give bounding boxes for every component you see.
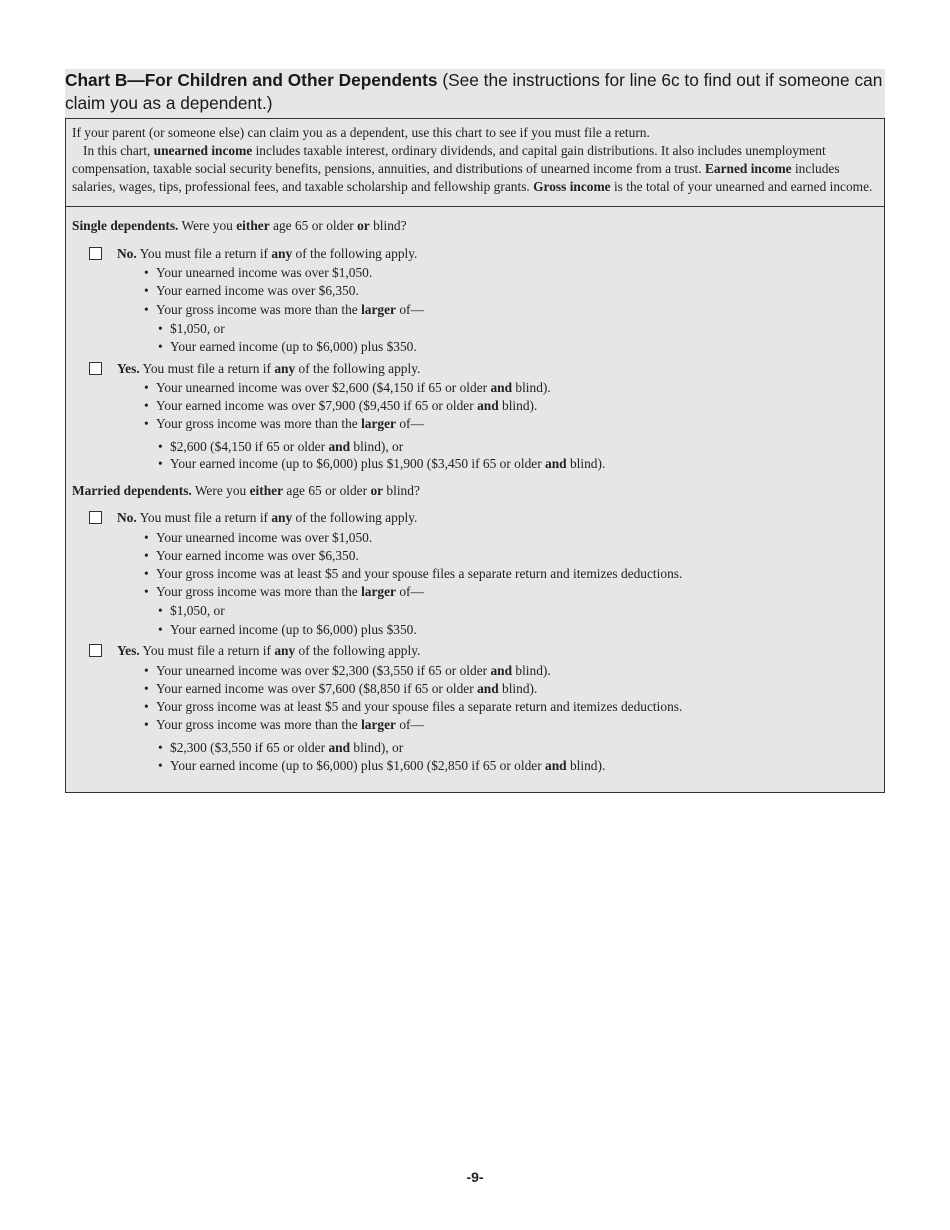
sub-list-item: [170, 758, 605, 774]
chart-title: [65, 69, 885, 118]
term-unearned-income: unearned income: [153, 143, 253, 158]
item-text: Your earned income (up to $6,000) plus $1,600 ($2,850 if 65 or older: [170, 758, 546, 773]
item-emph: and: [545, 758, 567, 773]
option-label: No.: [117, 510, 137, 525]
item-text: blind).: [498, 681, 538, 696]
item-emph: and: [490, 380, 513, 395]
chart-b-box: [65, 118, 885, 793]
option-emph: any: [274, 361, 296, 376]
option-label: Yes.: [117, 643, 140, 658]
married-dependents-heading: [72, 483, 420, 499]
item-text: blind).: [566, 758, 606, 773]
list-item: [156, 398, 537, 414]
intro-text: includes salaries, wages, tips, professional fees, and taxable scholarship and fellowship grants.: [72, 161, 840, 194]
heading-emph: or: [370, 483, 384, 498]
chart-title-rest: (See the instructions for line 6c to find out if someone can claim you as a dependent.): [65, 70, 883, 113]
heading-text: Were you: [191, 483, 250, 498]
sub-list-item: • Your earned income (up to $6,000) plus $350.: [170, 339, 417, 355]
heading-emph: either: [249, 483, 284, 498]
item-emph: and: [328, 740, 351, 755]
list-item: • Your earned income was over $6,350.: [156, 548, 359, 564]
single-no-option: [117, 246, 417, 262]
list-item: [156, 380, 551, 396]
item-text: blind).: [512, 663, 551, 678]
list-item: • Your gross income was at least $5 and your spouse files a separate return and itemizes deductions.: [156, 566, 682, 582]
item-text: of—: [396, 584, 424, 599]
heading-text: blind?: [369, 218, 407, 233]
term-gross-income: Gross income: [533, 179, 611, 194]
option-text: of the following apply.: [292, 246, 418, 261]
option-emph: any: [271, 246, 293, 261]
list-item: [156, 681, 537, 697]
heading-emph: either: [236, 218, 270, 233]
list-item: [156, 416, 424, 432]
sub-list-item: [170, 740, 403, 756]
heading-text: age 65 or older: [283, 483, 371, 498]
chart-title-bold: Chart B—For Children and Other Dependents: [65, 70, 438, 90]
option-emph: any: [274, 643, 296, 658]
heading-text: Were you: [178, 218, 237, 233]
married-no-checkbox[interactable]: [89, 511, 102, 524]
term-earned-income: Earned income: [704, 161, 792, 176]
item-emph: larger: [361, 302, 397, 317]
item-text: blind).: [566, 456, 606, 471]
item-text: blind), or: [350, 740, 404, 755]
married-yes-checkbox[interactable]: [89, 644, 102, 657]
sub-list-item: • $1,050, or: [170, 603, 225, 619]
item-emph: larger: [361, 416, 397, 431]
list-item: [156, 584, 424, 600]
item-text: Your earned income was over $7,900 ($9,450 if 65 or older: [156, 398, 478, 413]
item-text: $2,600 ($4,150 if 65 or older: [170, 439, 329, 454]
heading-text: blind?: [383, 483, 420, 498]
option-text: You must file a return if: [139, 361, 275, 376]
sub-list-item: • $1,050, or: [170, 321, 225, 337]
item-text: Your gross income was more than the: [156, 302, 362, 317]
item-emph: and: [328, 439, 351, 454]
item-text: Your gross income was more than the: [156, 416, 362, 431]
option-text: You must file a return if: [136, 510, 272, 525]
option-text: of the following apply.: [295, 643, 421, 658]
sub-list-item: • Your earned income (up to $6,000) plus $350.: [170, 622, 417, 638]
intro-paragraph: [66, 119, 884, 207]
option-text: You must file a return if: [139, 643, 275, 658]
item-text: of—: [396, 416, 424, 431]
item-emph: and: [477, 398, 499, 413]
item-emph: and: [477, 681, 499, 696]
married-yes-option: [117, 643, 420, 659]
item-text: blind).: [498, 398, 538, 413]
option-emph: any: [271, 510, 293, 525]
item-text: Your unearned income was over $2,300 ($3,550 if 65 or older: [156, 663, 491, 678]
list-item: [156, 302, 424, 318]
page-number: -9-: [466, 1169, 484, 1185]
list-item: • Your unearned income was over $1,050.: [156, 530, 372, 546]
item-text: Your earned income was over $7,600 ($8,850 if 65 or older: [156, 681, 478, 696]
item-text: blind), or: [350, 439, 404, 454]
option-label: No.: [117, 246, 137, 261]
item-emph: and: [545, 456, 567, 471]
item-text: Your gross income was more than the: [156, 717, 362, 732]
option-label: Yes.: [117, 361, 140, 376]
option-text: You must file a return if: [136, 246, 272, 261]
single-yes-checkbox[interactable]: [89, 362, 102, 375]
list-item: • Your unearned income was over $1,050.: [156, 265, 372, 281]
item-text: $2,300 ($3,550 if 65 or older: [170, 740, 329, 755]
option-text: of the following apply.: [295, 361, 421, 376]
heading-label: Single dependents.: [72, 218, 179, 233]
item-text: Your earned income (up to $6,000) plus $1,900 ($3,450 if 65 or older: [170, 456, 546, 471]
item-emph: and: [490, 663, 513, 678]
intro-text: includes taxable interest, ordinary dividends, and capital gain distributions. It also includes unemployment compensation, taxable social security benefits, pensions, annuities, and distributions of unearned income from a trust.: [72, 143, 826, 176]
item-text: of—: [396, 302, 424, 317]
heading-emph: or: [357, 218, 370, 233]
list-item: • Your earned income was over $6,350.: [156, 283, 359, 299]
item-emph: larger: [361, 584, 397, 599]
option-text: of the following apply.: [292, 510, 418, 525]
intro-text: In this chart,: [83, 143, 154, 158]
sub-list-item: [170, 456, 605, 472]
item-text: blind).: [512, 380, 551, 395]
item-emph: larger: [361, 717, 397, 732]
intro-p2: [72, 142, 878, 196]
list-item: [156, 663, 551, 679]
item-text: Your gross income was more than the: [156, 584, 362, 599]
married-no-option: [117, 510, 417, 526]
intro-p1: If your parent (or someone else) can claim you as a dependent, use this chart to see if you must file a return.: [72, 125, 650, 140]
sub-list-item: [170, 439, 403, 455]
list-item: • Your gross income was at least $5 and your spouse files a separate return and itemizes deductions.: [156, 699, 682, 715]
single-no-checkbox[interactable]: [89, 247, 102, 260]
heading-text: age 65 or older: [269, 218, 358, 233]
list-item: [156, 717, 424, 733]
item-text: of—: [396, 717, 424, 732]
heading-label: Married dependents.: [72, 483, 192, 498]
single-dependents-heading: [72, 218, 407, 234]
item-text: Your unearned income was over $2,600 ($4,150 if 65 or older: [156, 380, 491, 395]
single-yes-option: [117, 361, 420, 377]
intro-text: is the total of your unearned and earned income.: [610, 179, 873, 194]
